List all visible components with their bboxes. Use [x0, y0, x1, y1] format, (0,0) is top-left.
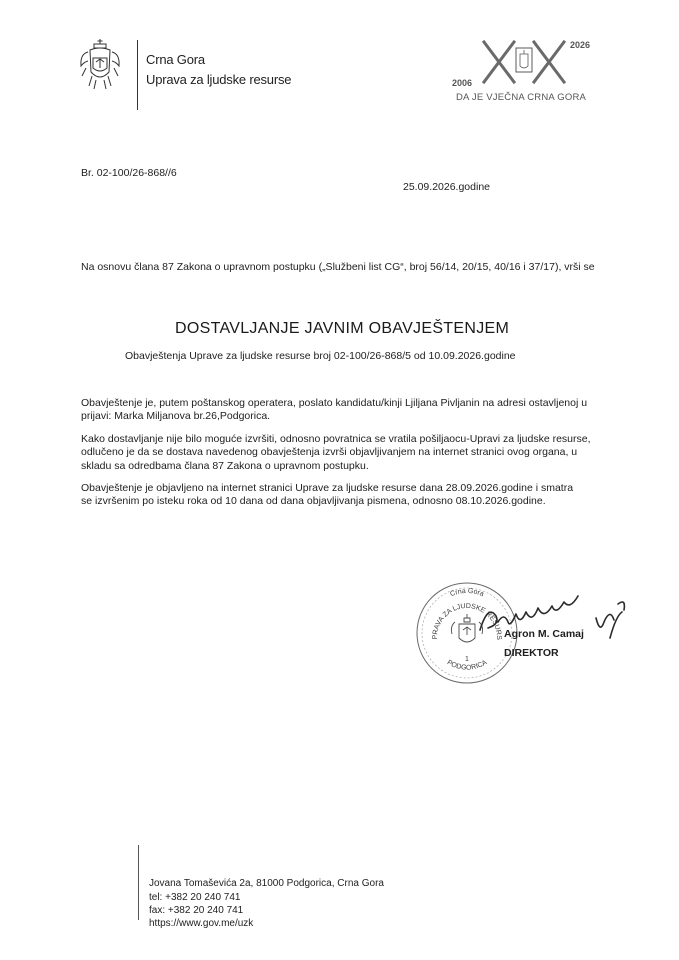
footer-phone: tel: +382 20 240 741 — [149, 892, 241, 903]
paragraph-publication: Obavještenje je objavljeno na internet stranici Uprave za ljudske resurse dana 28.09.2026.godine i smatra se izvršenim po isteku roka od 10 dana od dana objavljivanja pismena, odnosno 08.10.2026.godine. — [81, 482, 574, 508]
header-divider — [137, 40, 138, 110]
paragraph-delivery-decision: Kako dostavljanje nije bilo moguće izvršiti, odnosno povratnica se vratila pošiljaocu-Upravi za ljudske resurse, odlučeno je da se dostava navedenog obavještenja izvrši objavljivanjem na internet stranici ovog organa, u skladu sa odredbama člana 87 Zakona o upravnom postupku. — [81, 433, 591, 472]
document-title: DOSTAVLJANJE JAVNIM OBAVJEŠTENJEM — [175, 320, 510, 337]
seal-city-text: PODGORICA — [445, 659, 489, 672]
coat-of-arms-icon — [78, 38, 122, 92]
signatory-title: DIREKTOR — [504, 647, 559, 659]
signatory-name: Agron M. Camaj — [504, 628, 584, 640]
footer-address: Jovana Tomaševića 2a, 81000 Podgorica, Crna Gora — [149, 878, 384, 889]
seal-country-text: Crna Gora — [449, 587, 485, 599]
anniversary-year-start: 2006 — [452, 78, 473, 88]
handwritten-signature — [478, 592, 638, 652]
intro-paragraph: Na osnovu člana 87 Zakona o upravnom postupku („Službeni list CG“, broj 56/14, 20/15, 40/16 i 37/17), vrši se — [81, 261, 595, 273]
paragraph-notification-sent: Obavještenje je, putem poštanskog operatera, poslato kandidatu/kinji Ljiljana Pivljanin na adresi ostavljenoj u prijavi: Marka Miljanova br.26,Podgorica. — [81, 397, 588, 423]
document-date: 25.09.2026.godine — [403, 181, 490, 193]
footer-fax: fax: +382 20 240 741 — [149, 905, 244, 916]
org-name: Uprava za ljudske resurse — [146, 72, 292, 87]
anniversary-slogan: DA JE VJEČNA CRNA GORA — [456, 92, 587, 103]
reference-number: Br. 02-100/26-868//6 — [81, 167, 177, 179]
seal-number: 1 — [465, 656, 469, 663]
document-subtitle: Obavještenja Uprave za ljudske resurse broj 02-100/26-868/5 od 10.09.2026.godine — [125, 350, 516, 362]
footer-divider — [138, 845, 139, 920]
org-country: Crna Gora — [146, 52, 205, 67]
footer-website-link[interactable]: https://www.gov.me/uzk — [149, 918, 254, 929]
anniversary-year-end: 2026 — [570, 40, 591, 50]
seal-ring-text: PRAVA ZA LJUDSKE RESURS — [431, 602, 503, 640]
